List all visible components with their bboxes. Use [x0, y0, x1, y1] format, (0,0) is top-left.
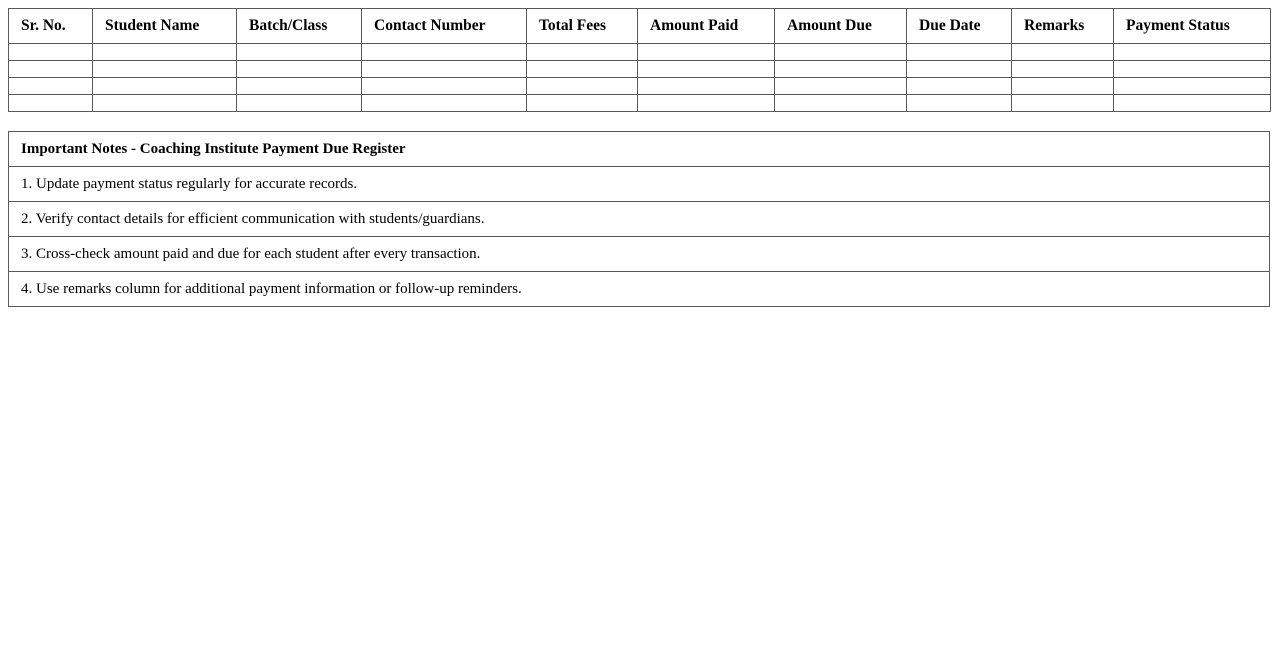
table-cell[interactable] — [9, 95, 93, 112]
header-student-name: Student Name — [93, 9, 237, 44]
table-row — [9, 78, 1271, 95]
table-cell[interactable] — [93, 61, 237, 78]
table-cell[interactable] — [775, 44, 907, 61]
table-cell[interactable] — [527, 95, 638, 112]
table-cell[interactable] — [1114, 44, 1271, 61]
table-cell[interactable] — [775, 95, 907, 112]
table-cell[interactable] — [1114, 78, 1271, 95]
table-cell[interactable] — [907, 44, 1012, 61]
notes-title: Important Notes - Coaching Institute Payment Due Register — [9, 132, 1270, 167]
table-cell[interactable] — [775, 61, 907, 78]
table-cell[interactable] — [93, 78, 237, 95]
header-total-fees: Total Fees — [527, 9, 638, 44]
table-cell[interactable] — [907, 78, 1012, 95]
list-item — [9, 167, 1270, 202]
table-row — [9, 44, 1271, 61]
table-cell[interactable] — [237, 95, 362, 112]
header-contact-number: Contact Number — [362, 9, 527, 44]
important-notes-table — [8, 131, 1270, 307]
list-item — [9, 237, 1270, 272]
note-item: 3. Cross-check amount paid and due for each student after every transaction. — [9, 237, 1270, 272]
table-cell[interactable] — [638, 44, 775, 61]
table-cell[interactable] — [9, 78, 93, 95]
table-cell[interactable] — [775, 78, 907, 95]
table-cell[interactable] — [9, 61, 93, 78]
table-cell[interactable] — [362, 61, 527, 78]
table-cell[interactable] — [907, 95, 1012, 112]
notes-header-row — [9, 132, 1270, 167]
list-item — [9, 272, 1270, 307]
header-batch-class: Batch/Class — [237, 9, 362, 44]
table-cell[interactable] — [527, 61, 638, 78]
note-item: 4. Use remarks column for additional payment information or follow-up reminders. — [9, 272, 1270, 307]
header-sr-no: Sr. No. — [9, 9, 93, 44]
table-cell[interactable] — [527, 44, 638, 61]
header-remarks: Remarks — [1012, 9, 1114, 44]
table-cell[interactable] — [9, 44, 93, 61]
header-due-date: Due Date — [907, 9, 1012, 44]
note-item: 2. Verify contact details for efficient communication with students/guardians. — [9, 202, 1270, 237]
header-amount-paid: Amount Paid — [638, 9, 775, 44]
header-payment-status: Payment Status — [1114, 9, 1271, 44]
table-cell[interactable] — [237, 61, 362, 78]
list-item — [9, 202, 1270, 237]
table-cell[interactable] — [1114, 95, 1271, 112]
payment-register-table — [8, 8, 1271, 112]
table-cell[interactable] — [1012, 61, 1114, 78]
table-row — [9, 61, 1271, 78]
table-cell[interactable] — [638, 78, 775, 95]
table-cell[interactable] — [362, 44, 527, 61]
table-cell[interactable] — [638, 95, 775, 112]
table-cell[interactable] — [1012, 78, 1114, 95]
table-cell[interactable] — [638, 61, 775, 78]
table-cell[interactable] — [93, 95, 237, 112]
table-row — [9, 95, 1271, 112]
table-cell[interactable] — [237, 78, 362, 95]
table-cell[interactable] — [527, 78, 638, 95]
table-cell[interactable] — [237, 44, 362, 61]
table-cell[interactable] — [907, 61, 1012, 78]
table-header-row — [9, 9, 1271, 44]
header-amount-due: Amount Due — [775, 9, 907, 44]
table-cell[interactable] — [1012, 95, 1114, 112]
table-cell[interactable] — [1012, 44, 1114, 61]
page-content — [8, 8, 1270, 307]
table-cell[interactable] — [1114, 61, 1271, 78]
table-cell[interactable] — [362, 95, 527, 112]
table-cell[interactable] — [362, 78, 527, 95]
note-item: 1. Update payment status regularly for accurate records. — [9, 167, 1270, 202]
table-cell[interactable] — [93, 44, 237, 61]
